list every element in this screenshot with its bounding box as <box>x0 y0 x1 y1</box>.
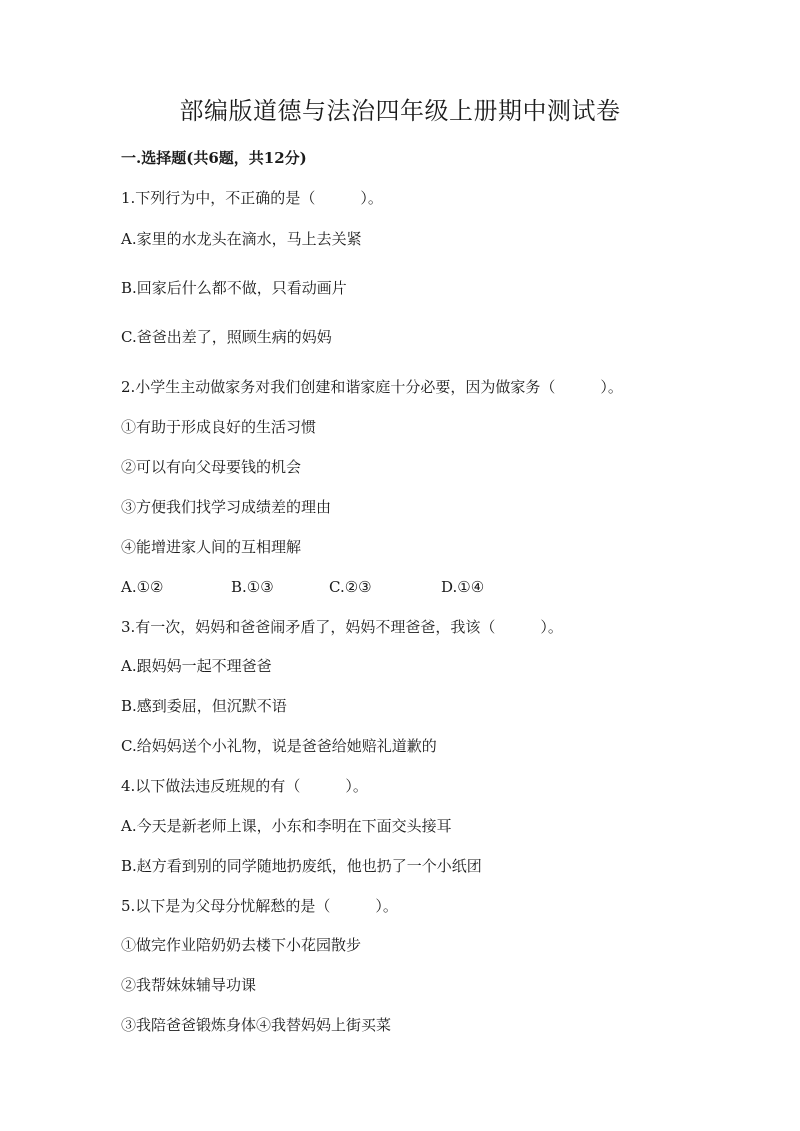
question-5-statement-3: ③我陪爸爸锻炼身体④我替妈妈上街买菜 <box>121 1016 392 1034</box>
question-2-options <box>121 577 484 597</box>
question-2-option-d: D.①④ <box>441 578 485 596</box>
question-5-statement-1: ①做完作业陪奶奶去楼下小花园散步 <box>121 936 362 954</box>
question-1-option-b: B.回家后什么都不做，只看动画片 <box>121 279 347 297</box>
question-2-statement-1: ①有助于形成良好的生活习惯 <box>121 418 317 436</box>
question-3-option-c: C.给妈妈送个小礼物，说是爸爸给她赔礼道歉的 <box>121 737 437 755</box>
section-heading: 一.选择题(共6题，共12分) <box>121 149 307 167</box>
question-5-stem: 5.以下是为父母分忧解愁的是（ ）。 <box>121 897 398 915</box>
question-2-statement-3: ③方便我们找学习成绩差的理由 <box>121 498 332 516</box>
document-title: 部编版道德与法治四年级上册期中测试卷 <box>179 97 621 125</box>
question-5-statement-2: ②我帮妹妹辅导功课 <box>121 976 257 994</box>
question-4-option-a: A.今天是新老师上课，小东和李明在下面交头接耳 <box>121 817 452 835</box>
question-2-option-b: B.①③ <box>231 578 274 596</box>
question-2-option-a: A.①② <box>121 578 164 596</box>
question-1-option-c: C.爸爸出差了，照顾生病的妈妈 <box>121 328 332 346</box>
question-4-option-b: B.赵方看到别的同学随地扔废纸，他也扔了一个小纸团 <box>121 857 482 875</box>
question-3-option-a: A.跟妈妈一起不理爸爸 <box>121 657 272 675</box>
question-2-statement-4: ④能增进家人间的互相理解 <box>121 538 302 556</box>
question-3-stem: 3.有一次，妈妈和爸爸闹矛盾了，妈妈不理爸爸，我该（ ）。 <box>121 618 563 636</box>
question-2-option-c: C.②③ <box>329 578 372 596</box>
question-2-stem: 2.小学生主动做家务对我们创建和谐家庭十分必要，因为做家务（ ）。 <box>121 378 623 396</box>
question-1-option-a: A.家里的水龙头在滴水，马上去关紧 <box>121 230 362 248</box>
question-4-stem: 4.以下做法违反班规的有（ ）。 <box>121 777 368 795</box>
question-1-stem: 1.下列行为中，不正确的是（ ）。 <box>121 189 383 207</box>
question-2-statement-2: ②可以有向父母要钱的机会 <box>121 458 302 476</box>
question-3-option-b: B.感到委屈，但沉默不语 <box>121 697 287 715</box>
